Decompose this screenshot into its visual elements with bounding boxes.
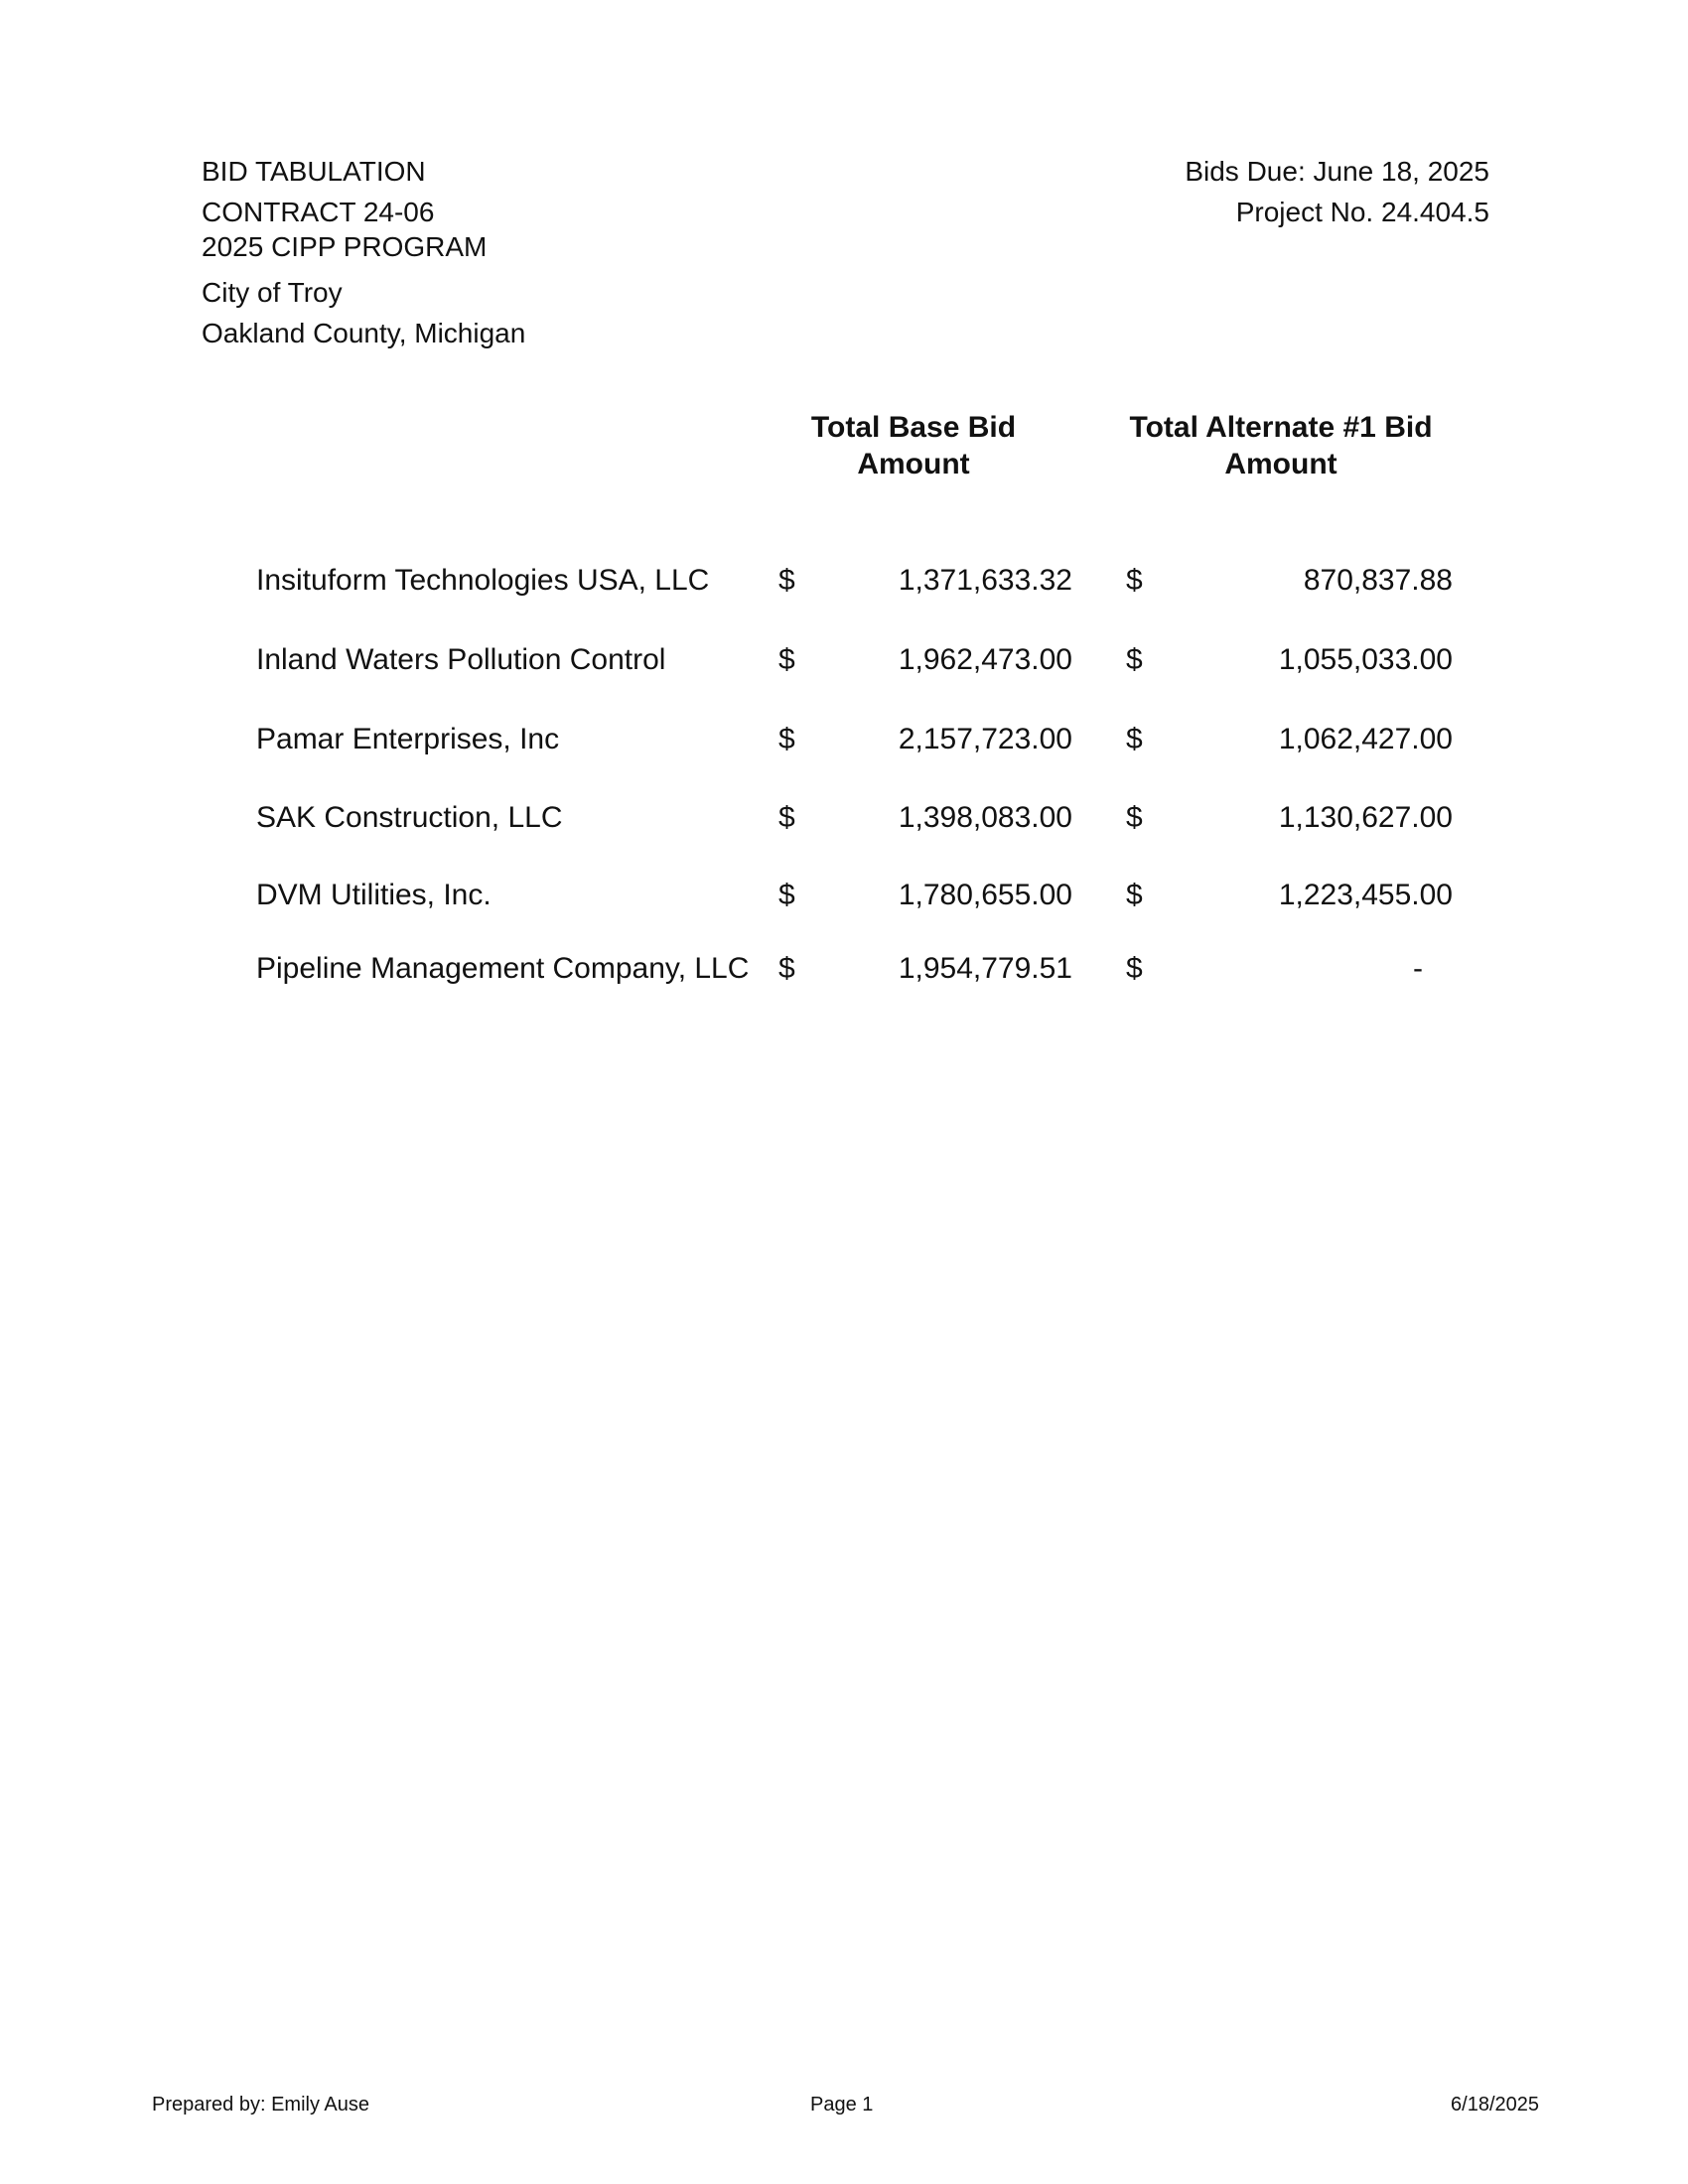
alternate-bid-amount: - [1413,952,1423,985]
project-number: Project No. 24.404.5 [1235,197,1489,227]
base-currency-symbol: $ [778,643,795,676]
table-row [0,798,1688,838]
city-name: City of Troy [202,277,343,308]
base-currency-symbol: $ [778,952,795,985]
base-bid-header-line2: Amount [857,448,970,480]
alternate-currency-symbol: $ [1126,723,1143,755]
base-bid-amount: 1,780,655.00 [898,879,1072,911]
alternate-bid-header-line1: Total Alternate #1 Bid [1129,411,1433,444]
page-number: Page 1 [810,2094,874,2116]
alternate-currency-symbol: $ [1126,643,1143,676]
base-currency-symbol: $ [778,564,795,597]
alternate-bid-amount: 870,837.88 [1303,564,1453,597]
bidder-name: Inland Waters Pollution Control [256,643,666,676]
base-currency-symbol: $ [778,723,795,755]
alternate-bid-amount: 1,055,033.00 [1278,643,1453,676]
base-bid-amount: 1,954,779.51 [898,952,1072,985]
alternate-currency-symbol: $ [1126,564,1143,597]
footer-date: 6/18/2025 [1451,2094,1539,2116]
table-row [0,876,1688,915]
alternate-bid-amount: 1,130,627.00 [1278,801,1453,834]
alternate-bid-amount: 1,223,455.00 [1278,879,1453,911]
base-bid-header-line1: Total Base Bid [810,411,1017,444]
contract-number: CONTRACT 24-06 [202,197,435,227]
alternate-bid-column-header [1112,409,1450,482]
alternate-currency-symbol: $ [1126,952,1143,985]
table-row [0,720,1688,759]
base-bid-amount: 1,371,633.32 [898,564,1072,597]
base-bid-amount: 2,157,723.00 [898,723,1072,755]
alternate-bid-header-line2: Amount [1224,448,1337,480]
bidder-name: Pamar Enterprises, Inc [256,723,560,755]
table-row [0,561,1688,601]
alternate-currency-symbol: $ [1126,879,1143,911]
county-state: Oakland County, Michigan [202,318,526,348]
alternate-currency-symbol: $ [1126,801,1143,834]
program-name: 2025 CIPP PROGRAM [202,231,488,262]
prepared-by: Prepared by: Emily Ause [152,2094,369,2116]
base-currency-symbol: $ [778,801,795,834]
bidder-name: Insituform Technologies USA, LLC [256,564,710,597]
alternate-bid-amount: 1,062,427.00 [1278,723,1453,755]
bidder-name: Pipeline Management Company, LLC [256,952,750,985]
base-bid-column-header [774,409,1053,482]
base-currency-symbol: $ [778,879,795,911]
table-row [0,949,1688,989]
base-bid-amount: 1,962,473.00 [898,643,1072,676]
bidder-name: DVM Utilities, Inc. [256,879,492,911]
document-title: BID TABULATION [202,156,426,187]
base-bid-amount: 1,398,083.00 [898,801,1072,834]
bidder-name: SAK Construction, LLC [256,801,563,834]
bids-due-date: Bids Due: June 18, 2025 [1185,156,1489,187]
table-row [0,640,1688,680]
